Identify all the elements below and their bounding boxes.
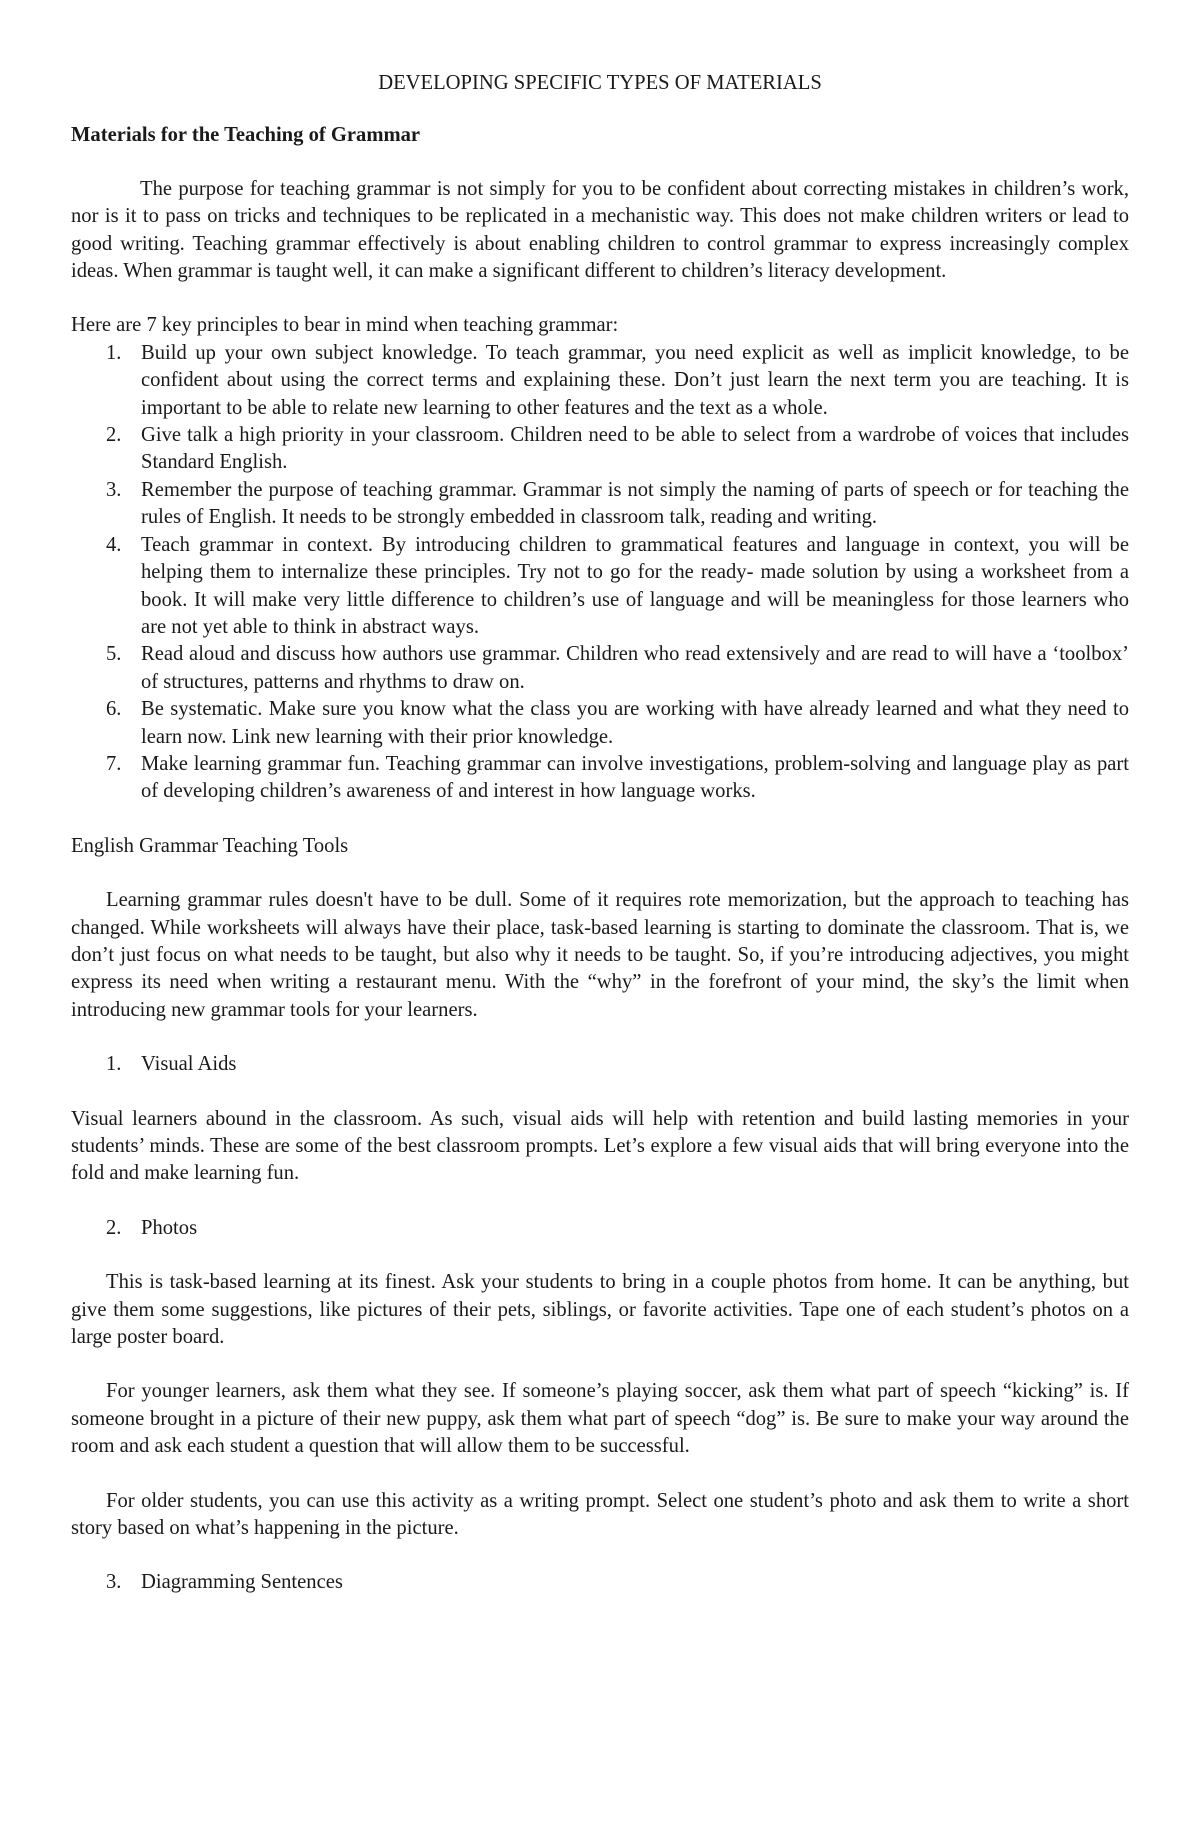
subsection-heading-diagramming xyxy=(71,1569,1129,1596)
list-number: 4. xyxy=(106,533,122,556)
document-page xyxy=(71,70,1129,1624)
subsection-number: 2. xyxy=(106,1216,122,1239)
subsection-label: Photos xyxy=(141,1216,198,1239)
subsection-number: 3. xyxy=(106,1571,122,1594)
list-number: 6. xyxy=(106,698,122,721)
photos-paragraph-3: For older students, you can use this activity as a writing prompt. Select one student’s photo and ask them to write a short story based on what’s happening in the picture. xyxy=(71,1489,1129,1540)
principles-list xyxy=(71,340,1129,806)
list-item-text: Remember the purpose of teaching grammar. Grammar is not simply the naming of parts of speech or for teaching the rules of English. It needs to be strongly embedded in classroom talk, reading and writing. xyxy=(141,478,1129,529)
principles-intro: Here are 7 key principles to bear in mind when teaching grammar: xyxy=(71,314,619,337)
list-item xyxy=(71,641,1129,696)
subsection-number: 1. xyxy=(106,1053,122,1076)
list-number: 3. xyxy=(106,478,122,501)
list-item xyxy=(71,696,1129,751)
list-item-text: Give talk a high priority in your classroom. Children need to be able to select from a wardrobe of voices that includes Standard English. xyxy=(141,424,1129,474)
tools-heading: English Grammar Teaching Tools xyxy=(71,834,349,857)
list-item-text: Read aloud and discuss how authors use grammar. Children who read extensively and are read to will have a ‘toolbox’ of structures, patterns and rhythms to draw on. xyxy=(141,643,1129,693)
section-heading: Materials for the Teaching of Grammar xyxy=(71,124,421,147)
list-item-text: Teach grammar in context. By introducing children to grammatical features and language in context, you will be helping them to internalize these principles. Try not to go for the ready- made solution by using a worksheet from a book. It will make very little difference to children’s use of language and will be meaningless for those learners who are not yet able to think in abstract ways. xyxy=(141,533,1129,638)
intro-paragraph: The purpose for teaching grammar is not simply for you to be confident about correcting mistakes in children’s work, nor is it to pass on tricks and techniques to be replicated in a mechanistic way. This does not make children writers or lead to good writing. Teaching grammar effectively is about enabling children to control grammar to express increasingly complex ideas. When grammar is taught well, it can make a significant different to children’s literacy development. xyxy=(71,177,1129,283)
tools-paragraph: Learning grammar rules doesn't have to be dull. Some of it requires rote memorization, but the approach to teaching has changed. While worksheets will always have their place, task-based learning is starting to dominate the classroom. That is, we don’t just focus on what needs to be taught, but also why it needs to be taught. So, if you’re introducing adjectives, you might express its need when writing a restaurant menu. With the “why” in the forefront of your mind, the sky’s the limit when introducing new grammar tools for your learners. xyxy=(71,889,1129,1021)
list-number: 5. xyxy=(106,643,122,666)
list-number: 7. xyxy=(106,752,122,775)
subsection-heading-photos xyxy=(71,1215,1129,1242)
subsection-heading-visual-aids xyxy=(71,1051,1129,1078)
list-item xyxy=(71,477,1129,532)
list-item xyxy=(71,422,1129,477)
subsection-label: Diagramming Sentences xyxy=(141,1571,343,1594)
subsection-label: Visual Aids xyxy=(141,1053,237,1076)
visual-aids-paragraph: Visual learners abound in the classroom. As such, visual aids will help with retention and build lasting memories in your students’ minds. These are some of the best classroom prompts. Let’s explore a few visual aids that will bring everyone into the fold and make learning fun. xyxy=(71,1107,1129,1185)
list-item xyxy=(71,751,1129,806)
photos-paragraph-1: This is task-based learning at its finest. Ask your students to bring in a couple photos from home. It can be anything, but give them some suggestions, like pictures of their pets, siblings, or favorite activities. Tape one of each student’s photos on a large poster board. xyxy=(71,1271,1129,1349)
photos-paragraph-2: For younger learners, ask them what they see. If someone’s playing soccer, ask them what part of speech “kicking” is. If someone brought in a picture of their new puppy, ask them what part of speech “dog” is. Be sure to make your way around the room and ask each student a question that will allow them to be successful. xyxy=(71,1380,1129,1458)
document-title: DEVELOPING SPECIFIC TYPES OF MATERIALS xyxy=(378,72,822,94)
list-number: 1. xyxy=(106,341,122,364)
list-item-text: Make learning grammar fun. Teaching grammar can involve investigations, problem-solving and language play as part of developing children’s awareness of and interest in how language works. xyxy=(141,752,1129,803)
list-item xyxy=(71,532,1129,642)
list-item-text: Be systematic. Make sure you know what the class you are working with have already learned and what they need to learn now. Link new learning with their prior knowledge. xyxy=(141,698,1129,748)
list-number: 2. xyxy=(106,424,122,447)
list-item-text: Build up your own subject knowledge. To teach grammar, you need explicit as well as implicit knowledge, to be confident about using the correct terms and explaining these. Don’t just learn the next term you are teaching. It is important to be able to relate new learning to other features and the text as a whole. xyxy=(141,341,1129,419)
list-item xyxy=(71,340,1129,422)
